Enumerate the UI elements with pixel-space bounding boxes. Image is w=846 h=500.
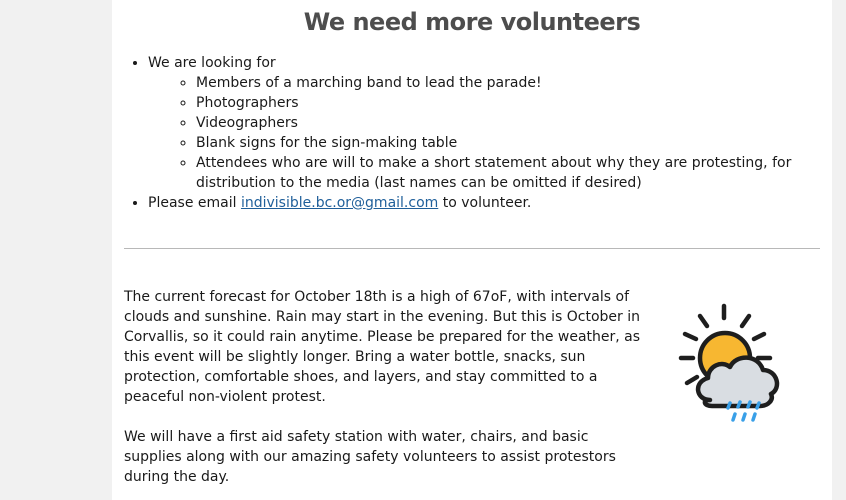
email-prefix-text: Please email xyxy=(148,195,241,211)
horizontal-divider xyxy=(124,248,820,249)
sun-cloud-rain-icon xyxy=(678,296,804,432)
safety-paragraph: We will have a first aid safety station with water, chairs, and basic supplies along with our amazing safety volunteers to assist protestors during the day. xyxy=(124,429,616,485)
volunteer-list xyxy=(112,53,846,213)
volunteer-email-link[interactable]: indivisible.bc.or@gmail.com xyxy=(240,195,439,211)
list-item: ◦ Videographers xyxy=(196,113,846,133)
list-item: ◦ Photographers xyxy=(196,93,846,113)
content-page xyxy=(112,0,832,500)
volunteer-needs-list xyxy=(148,73,846,193)
email-suffix-text: to volunteer. xyxy=(438,195,532,211)
looking-for-text: We are looking for xyxy=(148,55,276,71)
list-item xyxy=(148,53,846,193)
list-item: ◦ Blank signs for the sign-making table xyxy=(196,133,846,153)
list-item: ◦ Attendees who are will to make a short statement about why they are protesting, for distribution to the media (last names can be omitted if desired) xyxy=(196,153,846,193)
forecast-paragraph: The current forecast for October 18th is a high of 67oF, with intervals of clouds and sunshine. Rain may start in the evening. But this is October in Corvallis, so it could rain anytime. Please be prepared for the weather, as this event will be slightly longer. Bring a water bottle, snacks, sun protection, comfortable shoes, and layers, and stay committed to a peaceful non-violent protest. xyxy=(124,289,641,405)
list-item xyxy=(148,193,846,213)
section-heading: We need more volunteers xyxy=(303,8,641,36)
list-item: ◦ Members of a marching band to lead the parade! xyxy=(196,73,846,93)
